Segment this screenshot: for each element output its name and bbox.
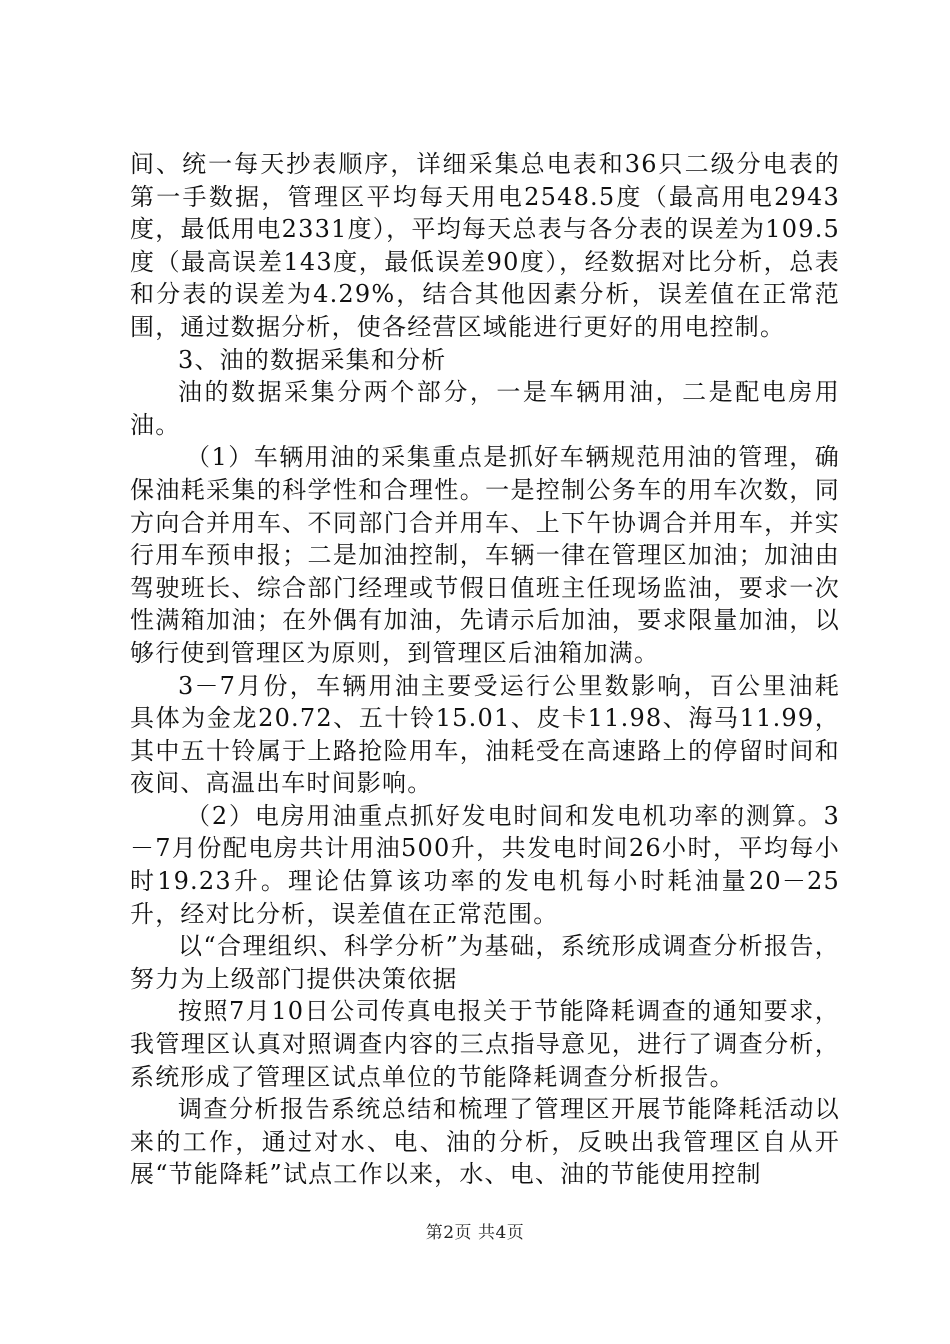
document-body [130, 148, 840, 1191]
page-number-footer: 第2页 共4页 [425, 1223, 525, 1243]
paragraph-report-basis: 以“合理组织、科学分析”为基础，系统形成调查分析报告，努力为上级部门提供决策依据 [130, 932, 840, 993]
section-heading-oil: 3、油的数据采集和分析 [178, 345, 447, 374]
paragraph-report-summary: 调查分析报告系统总结和梳理了管理区开展节能降耗活动以来的工作，通过对水、电、油的分析，反映出我管理区自从开展“节能降耗”试点工作以来，水、电、油的节能使用控制 [130, 1095, 840, 1189]
paragraph-vehicle-consumption: 3－7月份，车辆用油主要受运行公里数影响，百公里油耗具体为金龙20.72、五十铃15.01、皮卡11.98、海马11.99，其中五十铃属于上路抢险用车，油耗受在高速路上的停留时间和夜间、高温出车时间影响。 [130, 671, 840, 798]
paragraph-generator-oil: （2）电房用油重点抓好发电时间和发电机功率的测算。3－7月份配电房共计用油500升，共发电时间26小时，平均每小时19.23升。理论估算该功率的发电机每小时耗油量20－25升，经对比分析，误差值在正常范围。 [130, 801, 840, 928]
paragraph-oil-overview: 油的数据采集分两个部分，一是车辆用油，二是配电房用油。 [130, 378, 840, 439]
paragraph-vehicle-oil: （1）车辆用油的采集重点是抓好车辆规范用油的管理，确保油耗采集的科学性和合理性。一是控制公务车的用车次数，同方向合并用车、不同部门合并用车、上下午协调合并用车，并实行用车预申报；二是加油控制，车辆一律在管理区加油；加油由驾驶班长、综合部门经理或节假日值班主任现场监油，要求一次性满箱加油；在外偶有加油，先请示后加油，要求限量加油，以够行使到管理区为原则，到管理区后油箱加满。 [130, 443, 840, 667]
paragraph-electricity-data: 间、统一每天抄表顺序，详细采集总电表和36只二级分电表的第一手数据，管理区平均每天用电2548.5度（最高用电2943度，最低用电2331度），平均每天总表与各分表的误差为109.5度（最高误差143度，最低误差90度），经数据对比分析，总表和分表的误差为4.29%，结合其他因素分析，误差值在正常范围，通过数据分析，使各经营区域能进行更好的用电控制。 [130, 150, 840, 341]
paragraph-report-notice: 按照7月10日公司传真电报关于节能降耗调查的通知要求，我管理区认真对照调查内容的三点指导意见，进行了调查分析，系统形成了管理区试点单位的节能降耗调查分析报告。 [130, 997, 840, 1091]
